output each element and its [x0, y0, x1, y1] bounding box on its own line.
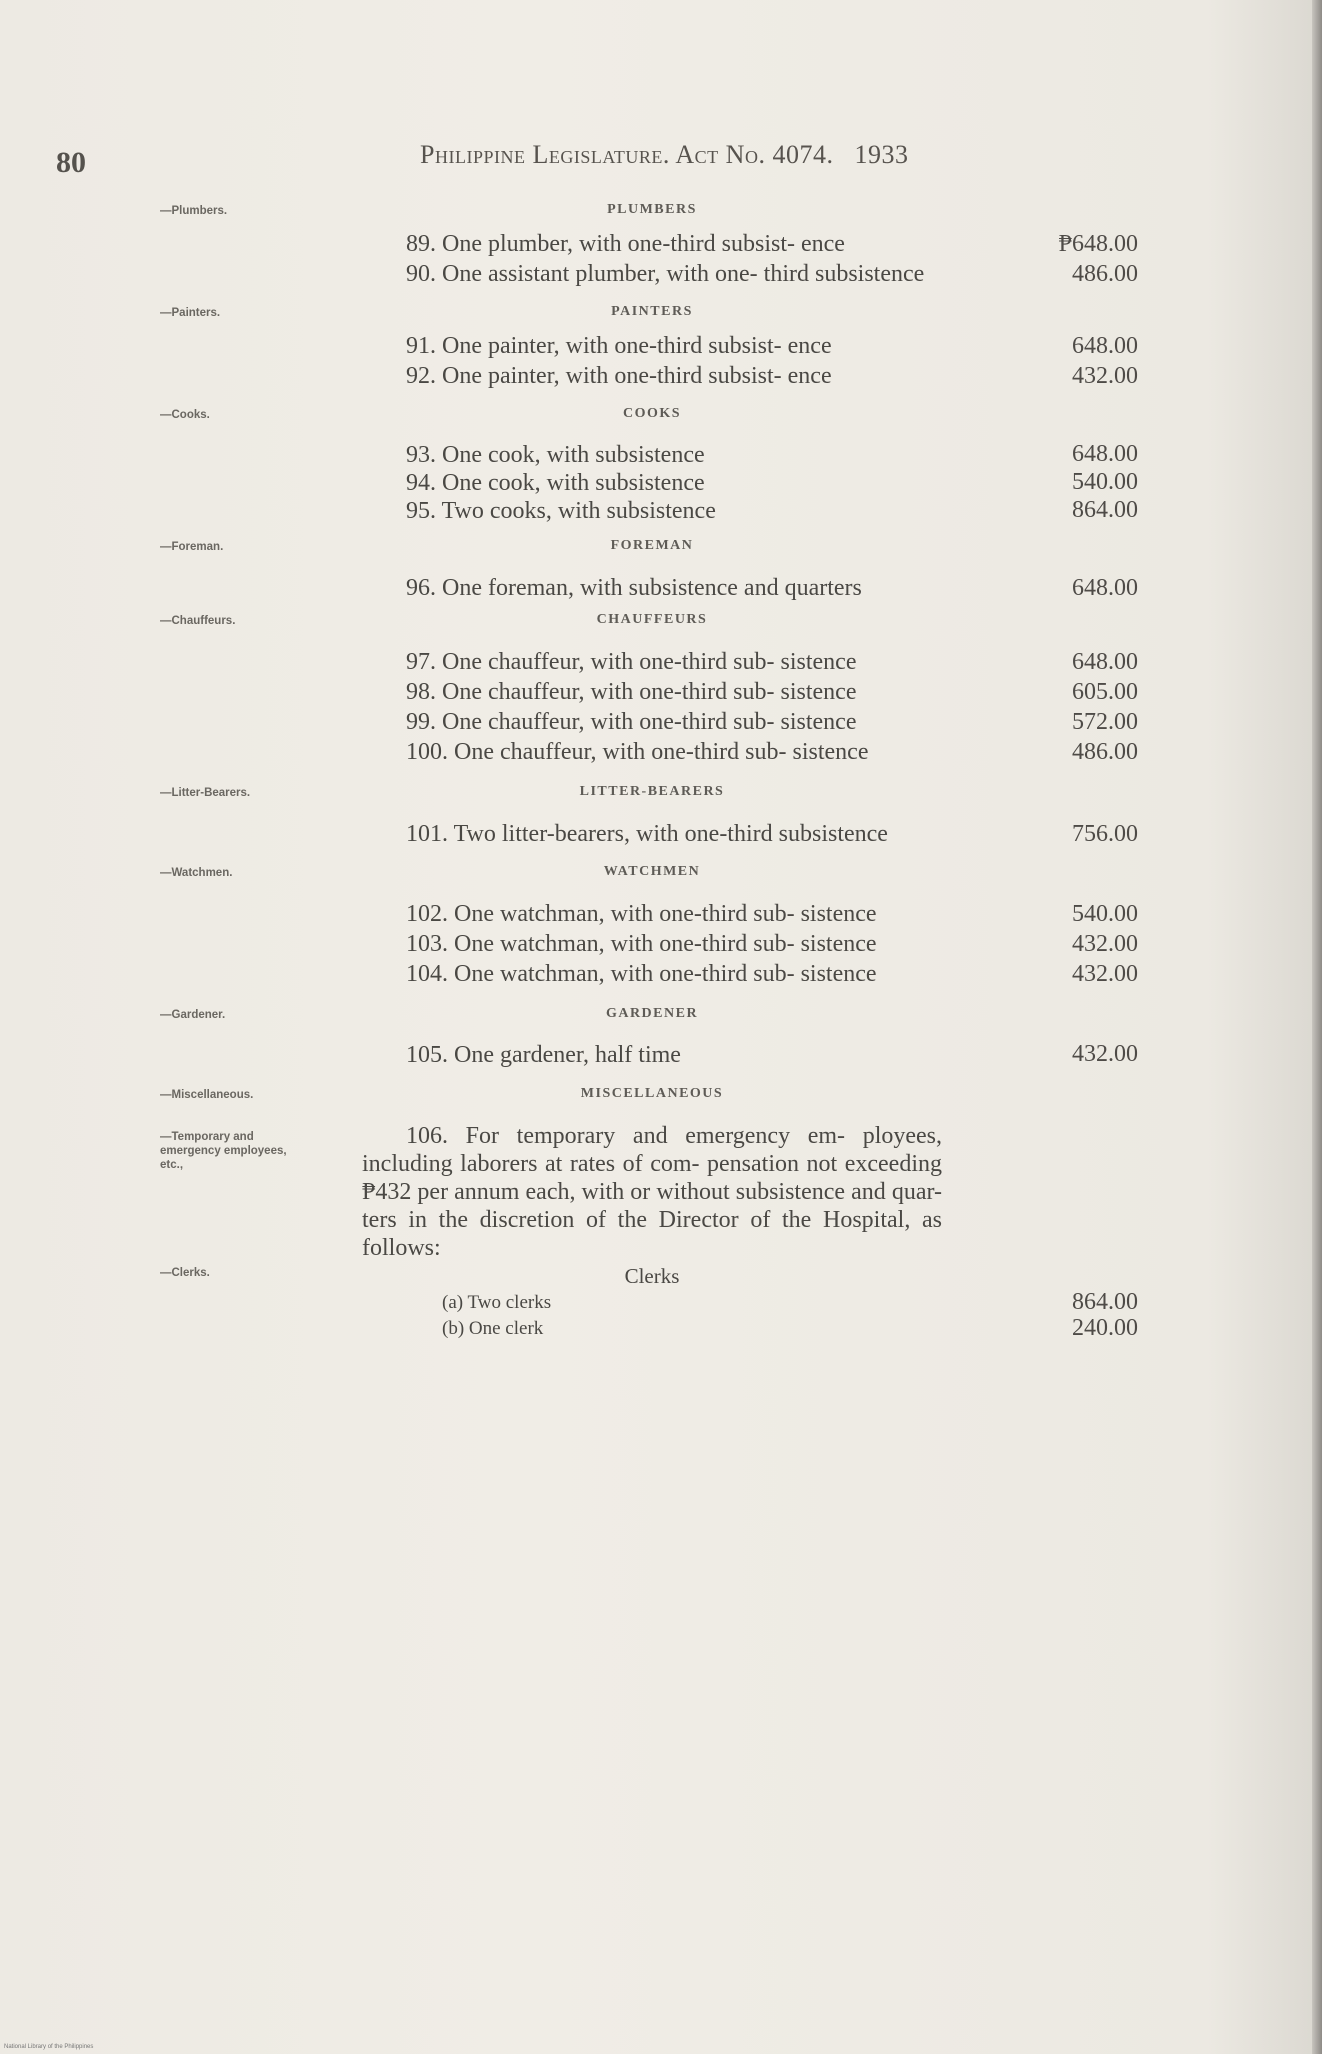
page-edge: [1312, 0, 1322, 2054]
list-item: [362, 260, 1138, 288]
item-amount: 756.00: [1072, 821, 1138, 847]
list-item: [362, 497, 1138, 524]
item-text: 97. One chauffeur, with one-third sub- sistence: [406, 649, 857, 675]
section-heading: WATCHMEN: [603, 864, 701, 879]
section-heading: LITTER-BEARERS: [579, 784, 725, 799]
list-item: [362, 230, 1138, 258]
section-plumbers: [160, 196, 1138, 288]
list-item: [362, 708, 1138, 736]
main-content: [160, 196, 1138, 1342]
footer-credit: National Library of the Philippines: [4, 2044, 94, 2050]
item-amount: 648.00: [1072, 575, 1138, 601]
list-item: [362, 1315, 1138, 1342]
item-amount: 648.00: [1072, 441, 1138, 467]
item-amount: 540.00: [1072, 901, 1138, 927]
item-amount: 648.00: [1072, 649, 1138, 675]
list-item: [362, 900, 1138, 928]
running-head-year: 1933: [854, 140, 909, 169]
list-item: [362, 648, 1138, 676]
section-heading: MISCELLANEOUS: [580, 1086, 724, 1101]
section-miscellaneous: [160, 1080, 1138, 1342]
item-text: 94. One cook, with subsistence: [406, 470, 705, 496]
paragraph-106: 106. For temporary and emergency em- ployees, including laborers at rates of com- pensation not exceeding ₱432 per annum each, with or without subsistence and quar- ters in the discretion of the Director of the Hospital, as follows:: [362, 1123, 942, 1261]
item-amount: 864.00: [1072, 497, 1138, 523]
margin-note: —Plumbers.: [160, 205, 228, 217]
section-foreman: [160, 532, 1138, 602]
item-amount: 864.00: [1072, 1289, 1138, 1315]
list-item: [362, 960, 1138, 988]
item-text: (b) One clerk: [442, 1318, 544, 1339]
item-amount: 432.00: [1072, 961, 1138, 987]
item-text: 91. One painter, with one-third subsist- ence: [406, 333, 832, 359]
item-amount: 572.00: [1072, 709, 1138, 735]
item-text: 101. Two litter-bearers, with one-third subsistence: [406, 821, 888, 847]
page-number: 80: [56, 146, 86, 179]
section-litter-bearers: [160, 778, 1138, 848]
list-item: [362, 574, 1138, 602]
item-amount: 540.00: [1072, 469, 1138, 495]
section-cooks: [160, 400, 1138, 524]
list-item: [362, 738, 1138, 766]
section-gardener: [160, 1000, 1138, 1068]
running-head-title: Philippine Legislature. Act No. 4074.: [420, 140, 834, 169]
section-heading: PLUMBERS: [607, 202, 697, 217]
item-text: (a) Two clerks: [442, 1292, 552, 1313]
item-text: 96. One foreman, with subsistence and quarters: [406, 575, 862, 601]
item-amount: 605.00: [1072, 679, 1138, 705]
section-heading: COOKS: [622, 406, 682, 421]
item-text: 99. One chauffeur, with one-third sub- sistence: [406, 709, 857, 735]
item-text: 93. One cook, with subsistence: [406, 442, 705, 468]
item-amount: 486.00: [1072, 739, 1138, 765]
running-head: [420, 140, 908, 170]
item-amount: 240.00: [1072, 1315, 1138, 1341]
list-item: [362, 362, 1138, 390]
list-item: [362, 1041, 1138, 1068]
margin-note: —Gardener.: [160, 1009, 226, 1021]
section-painters: [160, 298, 1138, 390]
margin-note: —Miscellaneous.: [160, 1089, 254, 1101]
item-amount: ₱648.00: [1058, 231, 1138, 257]
item-text: 102. One watchman, with one-third sub- sistence: [406, 901, 877, 927]
item-text: 92. One painter, with one-third subsist- ence: [406, 363, 832, 389]
list-item: [362, 678, 1138, 706]
list-item: [362, 930, 1138, 958]
section-chauffeurs: [160, 606, 1138, 766]
section-heading: GARDENER: [605, 1006, 699, 1021]
section-heading: PAINTERS: [611, 304, 693, 319]
item-text: 90. One assistant plumber, with one- third subsistence: [406, 261, 925, 287]
section-heading: CHAUFFEURS: [596, 612, 708, 627]
section-watchmen: [160, 858, 1138, 988]
margin-note: —Chauffeurs.: [160, 615, 236, 627]
item-amount: 432.00: [1072, 931, 1138, 957]
section-heading: FOREMAN: [610, 538, 694, 553]
item-text: 103. One watchman, with one-third sub- sistence: [406, 931, 877, 957]
item-amount: 486.00: [1072, 261, 1138, 287]
list-item: [362, 820, 1138, 848]
list-item: [362, 469, 1138, 496]
item-amount: 432.00: [1072, 1041, 1138, 1067]
list-item: [362, 1289, 1138, 1316]
margin-note: —Cooks.: [160, 409, 210, 421]
subheading-clerks: Clerks: [624, 1264, 680, 1288]
item-amount: 648.00: [1072, 333, 1138, 359]
list-item: [362, 441, 1138, 468]
item-amount: 432.00: [1072, 363, 1138, 389]
margin-note: —Watchmen.: [160, 867, 233, 879]
margin-note: —Litter-Bearers.: [160, 787, 251, 799]
margin-note: —Foreman.: [160, 541, 224, 553]
margin-note: —Painters.: [160, 307, 221, 319]
item-text: 104. One watchman, with one-third sub- sistence: [406, 961, 877, 987]
item-text: 98. One chauffeur, with one-third sub- sistence: [406, 679, 857, 705]
item-text: 105. One gardener, half time: [406, 1042, 681, 1068]
list-item: [362, 332, 1138, 360]
margin-note-clerks: —Clerks.: [160, 1267, 210, 1279]
item-text: 100. One chauffeur, with one-third sub- sistence: [406, 739, 869, 765]
item-text: 89. One plumber, with one-third subsist- ence: [406, 231, 845, 257]
margin-note-temporary: —Temporary and emergency employees, etc.,: [160, 1131, 287, 1171]
item-text: 95. Two cooks, with subsistence: [406, 498, 716, 524]
